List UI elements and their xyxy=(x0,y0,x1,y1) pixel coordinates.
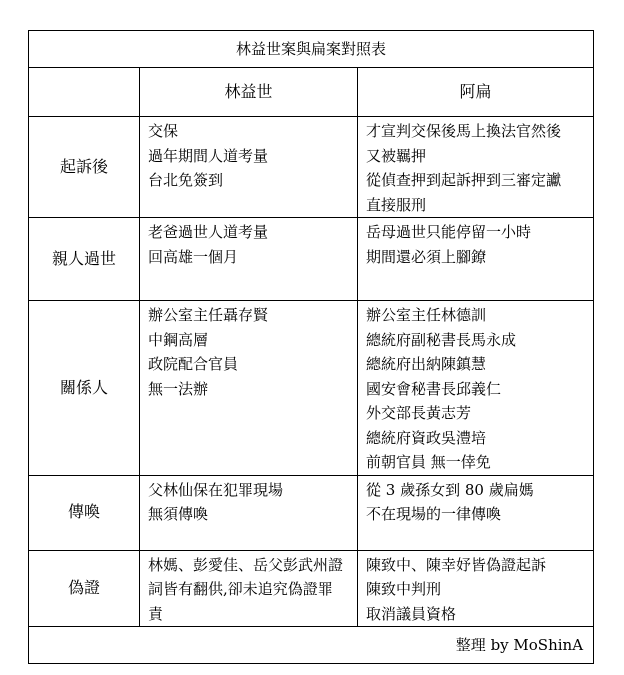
cell-line: 從 3 歲孫女到 80 歲扁媽 xyxy=(366,480,534,499)
cell-line: 才宣判交保後馬上換法官然後 xyxy=(366,122,562,140)
header-lin: 林益世 xyxy=(140,68,358,117)
cell-line: 直接服刑 xyxy=(366,195,427,214)
cell-line: 外交部長黃志芳 xyxy=(366,404,472,422)
cell-line: 台北免簽到 xyxy=(148,171,224,189)
table-title: 林益世案與扁案對照表 xyxy=(29,31,594,68)
row-label: 起訴後 xyxy=(29,117,140,218)
cell-line: 國安會秘書長邱義仁 xyxy=(366,379,502,398)
cell-line: 詞皆有翻供,卻未追究偽證罪 xyxy=(148,580,333,598)
table-row xyxy=(29,117,594,218)
cell-line: 總統府資政吳澧培 xyxy=(366,428,487,447)
comparison-table xyxy=(28,30,594,664)
cell-line: 無須傳喚 xyxy=(148,505,209,523)
cell-line: 父林仙保在犯罪現場 xyxy=(148,480,284,499)
cell-line: 陳致中判刑 xyxy=(366,580,442,598)
cell-line: 中鋼高層 xyxy=(148,330,209,349)
bian-cell xyxy=(358,117,594,218)
header-empty-cell xyxy=(29,68,140,117)
cell-line: 責 xyxy=(148,604,164,623)
cell-line: 取消議員資格 xyxy=(366,604,457,623)
cell-line: 前朝官員 無一倖免 xyxy=(366,453,491,471)
cell-line: 交保 xyxy=(148,122,179,140)
cell-line: 總統府副秘書長馬永成 xyxy=(366,330,517,349)
header-bian: 阿扁 xyxy=(358,68,594,117)
row-label: 關係人 xyxy=(29,301,140,476)
bian-cell xyxy=(358,475,594,550)
cell-line: 辦公室主任聶存賢 xyxy=(148,306,269,324)
table-row xyxy=(29,475,594,550)
cell-line: 從偵查押到起訴押到三審定讞 xyxy=(366,171,562,189)
cell-line: 期間還必須上腳鐐 xyxy=(366,247,487,266)
cell-line: 老爸過世人道考量 xyxy=(148,223,269,241)
bian-cell xyxy=(358,218,594,301)
row-label: 偽證 xyxy=(29,550,140,627)
row-label: 親人過世 xyxy=(29,218,140,301)
bian-cell xyxy=(358,550,594,627)
cell-line: 辦公室主任林德訓 xyxy=(366,306,487,324)
bian-cell xyxy=(358,301,594,476)
cell-line: 又被羈押 xyxy=(366,146,427,165)
cell-line: 無一法辦 xyxy=(148,379,209,398)
cell-line: 岳母過世只能停留一小時 xyxy=(366,223,532,241)
lin-cell xyxy=(140,301,358,476)
lin-cell xyxy=(140,475,358,550)
cell-line: 過年期間人道考量 xyxy=(148,146,269,165)
table-row xyxy=(29,550,594,627)
cell-line: 陳致中、陳幸妤皆偽證起訴 xyxy=(366,555,547,574)
credit-line: 整理 by MoShinA xyxy=(29,627,594,664)
lin-cell xyxy=(140,117,358,218)
cell-line: 總統府出納陳鎮慧 xyxy=(366,355,487,373)
lin-cell xyxy=(140,218,358,301)
cell-line: 政院配合官員 xyxy=(148,355,239,373)
lin-cell xyxy=(140,550,358,627)
row-label: 傳喚 xyxy=(29,475,140,550)
cell-line: 林媽、彭愛佳、岳父彭武州證 xyxy=(148,555,344,574)
cell-line: 回高雄一個月 xyxy=(148,247,239,266)
cell-line: 不在現場的一律傳喚 xyxy=(366,505,502,523)
table-row xyxy=(29,301,594,476)
table-row xyxy=(29,218,594,301)
